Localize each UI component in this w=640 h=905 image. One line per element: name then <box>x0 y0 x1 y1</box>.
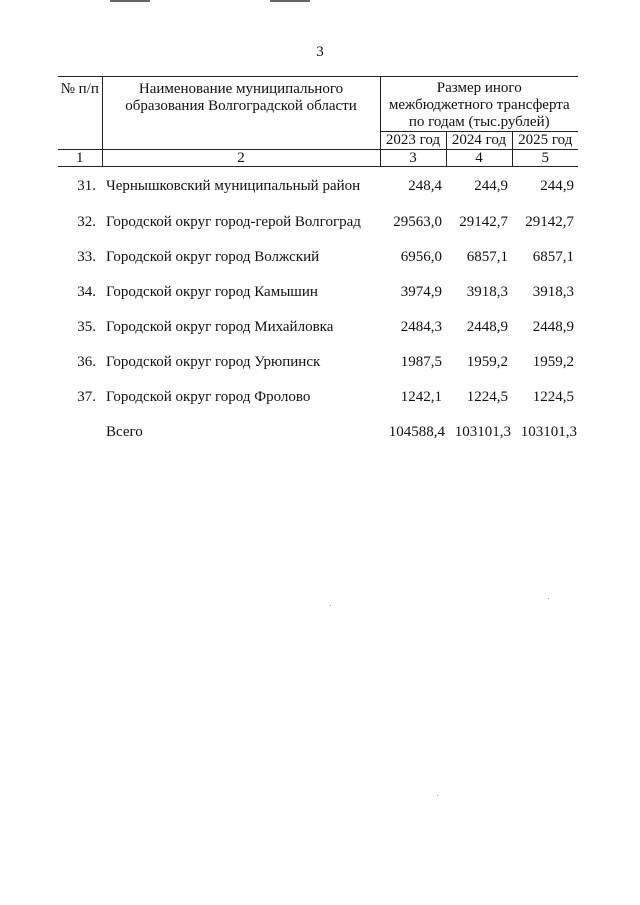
row-value-2025: 6857,1 <box>532 249 574 265</box>
row-value-2025: 3918,3 <box>532 284 574 300</box>
header-name: Наименование муниципального образования Волгоградской области <box>102 77 380 150</box>
index-cell: 1 <box>58 150 102 167</box>
index-cell: 5 <box>512 150 578 167</box>
row-value-2024: 1224,5 <box>466 389 508 405</box>
row-name: Чернышковский муниципальный район <box>106 177 361 194</box>
row-name: Городской округ город-герой Волгоград <box>106 214 361 230</box>
scan-speck <box>437 795 438 796</box>
row-name: Городской округ город Михайловка <box>106 319 334 335</box>
row-value-2025: 1224,5 <box>532 389 574 405</box>
table-row <box>58 167 578 206</box>
total-value-2023: 104588,4 <box>388 424 445 440</box>
row-name: Городской округ город Камышин <box>106 284 318 300</box>
row-number: 31. <box>77 177 96 194</box>
table-row <box>58 380 578 415</box>
row-number: 37. <box>77 389 96 405</box>
row-value-2024: 244,9 <box>474 177 508 194</box>
row-value-2025: 1959,2 <box>532 354 574 370</box>
page-number: 3 <box>316 44 324 60</box>
row-number: 35. <box>77 319 96 335</box>
table-row <box>58 240 578 275</box>
header-number: № п/п <box>58 77 102 150</box>
index-cell: 3 <box>380 150 446 167</box>
row-number: 32. <box>77 214 96 230</box>
table-row <box>58 310 578 345</box>
row-value-2025: 244,9 <box>540 177 574 194</box>
index-row <box>58 150 578 167</box>
row-value-2023: 29563,0 <box>393 214 442 230</box>
row-value-2025: 29142,7 <box>525 214 574 230</box>
index-cell: 4 <box>446 150 512 167</box>
row-value-2023: 6956,0 <box>400 249 442 265</box>
row-value-2023: 1987,5 <box>400 354 442 370</box>
table-row <box>58 205 578 240</box>
table-row <box>58 275 578 310</box>
header-row <box>58 77 578 132</box>
total-number-empty <box>58 415 102 450</box>
header-year-2023: 2023 год <box>380 132 446 150</box>
row-name: Городской округ город Волжский <box>106 249 320 265</box>
scan-speck <box>548 598 549 599</box>
total-label: Всего <box>106 424 143 440</box>
row-value-2023: 3974,9 <box>400 284 442 300</box>
transfer-table <box>58 76 578 450</box>
index-cell: 2 <box>102 150 380 167</box>
total-value-2024: 103101,3 <box>454 424 511 440</box>
row-value-2023: 2484,3 <box>400 319 442 335</box>
row-value-2024: 1959,2 <box>466 354 508 370</box>
row-name: Городской округ город Урюпинск <box>106 354 321 370</box>
table-row <box>58 345 578 380</box>
total-row <box>58 415 578 450</box>
header-year-2025: 2025 год <box>512 132 578 150</box>
total-value-2025: 103101,3 <box>520 424 577 440</box>
row-value-2024: 29142,7 <box>459 214 508 230</box>
header-year-2024: 2024 год <box>446 132 512 150</box>
row-number: 34. <box>77 284 96 300</box>
row-value-2025: 2448,9 <box>532 319 574 335</box>
row-number: 36. <box>77 354 96 370</box>
row-value-2023: 248,4 <box>408 177 442 194</box>
row-value-2024: 2448,9 <box>466 319 508 335</box>
row-value-2024: 6857,1 <box>466 249 508 265</box>
row-value-2024: 3918,3 <box>466 284 508 300</box>
scan-marks <box>110 0 310 4</box>
header-transfer: Размер иного межбюджетного трансферта по годам (тыс.рублей) <box>380 77 578 132</box>
row-value-2023: 1242,1 <box>400 389 442 405</box>
scan-speck <box>330 605 331 606</box>
row-number: 33. <box>77 249 96 265</box>
row-name: Городской округ город Фролово <box>106 389 311 405</box>
